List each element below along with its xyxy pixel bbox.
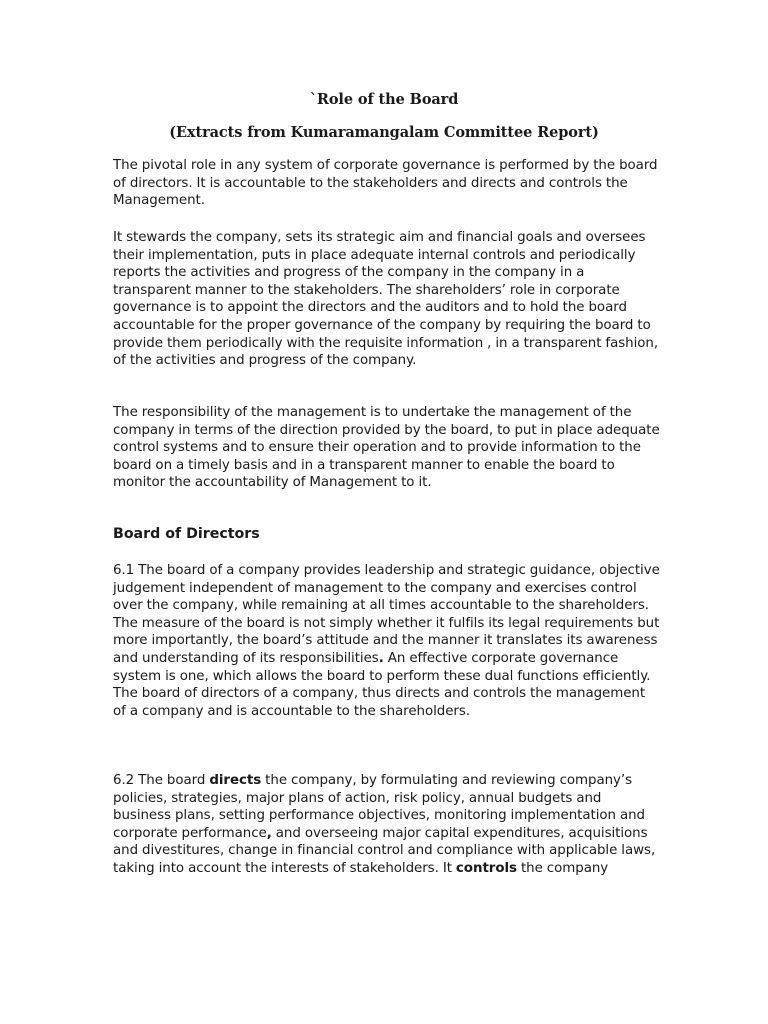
document-subtitle: (Extracts from Kumaramangalam Committee Report) (169, 124, 599, 141)
paragraph-6-2 (113, 772, 661, 878)
paragraph-pivotal-role: The pivotal role in any system of corporate governance is performed by the board of directors. It is accountable to the stakeholders and directs and controls the Management. (113, 158, 658, 209)
paragraph-6-2-text-c: and overseeing major capital expenditures, acquisitions and divestitures, change in financial control and compliance with applicable laws, taking into account the interests of stakeholders. It (113, 825, 656, 876)
paragraph-stewards: It stewards the company, sets its strategic aim and financial goals and oversees their implementation, puts in place adequate internal controls and periodically reports the activities and progress of the company in the company in a transparent manner to the stakeholders. The shareholders’ role in corporate governance is to appoint the directors and the auditors and to hold the board accountable for the proper governance of the company by requiring the board to provide them periodically with the requisite information , in a transparent fashion, of the activities and progress of the company. (113, 230, 659, 369)
paragraph-6-2-text-d: the company (516, 860, 609, 876)
paragraph-6-2-bold-controls: controls (455, 860, 517, 876)
paragraph-6-2-bold-directs: directs (209, 773, 262, 788)
paragraph-6-2-text-b: the company, by formulating and reviewing company’s policies, strategies, major plans of action, risk policy, annual budgets and business plans, setting performance objectives, monitoring implementation and corporate performance (113, 773, 646, 841)
paragraph-6-1-text-a: 6.1 The board of a company provides leadership and strategic guidance, objective judgement independent of management to the company and exercises control over the company, while remaining at all times accountable to the shareholders. The measure of the board is not simply whether it fulfils its legal requirements but more importantly, the board’s attitude and the manner it translates its awareness and understanding of its responsibilities (113, 563, 660, 666)
paragraph-6-1 (113, 562, 661, 720)
paragraph-6-1-text-b: An effective corporate governance system is one, which allows the board to perform these dual functions efficiently. The board of directors of a company, thus directs and controls the management of a company and is accountable to the shareholders. (113, 650, 651, 719)
section-heading-board-of-directors: Board of Directors (113, 526, 260, 542)
paragraph-6-1-bold-dot: . (378, 650, 384, 666)
paragraph-6-2-bold-comma: , (266, 825, 272, 841)
document-title: `Role of the Board (309, 91, 459, 108)
paragraph-management-responsibility: The responsibility of the management is to undertake the management of the company in terms of the direction provided by the board, to put in place adequate control systems and to ensure their operation and to provide information to the board on a timely basis and in a transparent manner to enable the board to monitor the accountability of Management to it. (113, 405, 660, 491)
paragraph-6-2-text-a: 6.2 The board (113, 773, 210, 788)
